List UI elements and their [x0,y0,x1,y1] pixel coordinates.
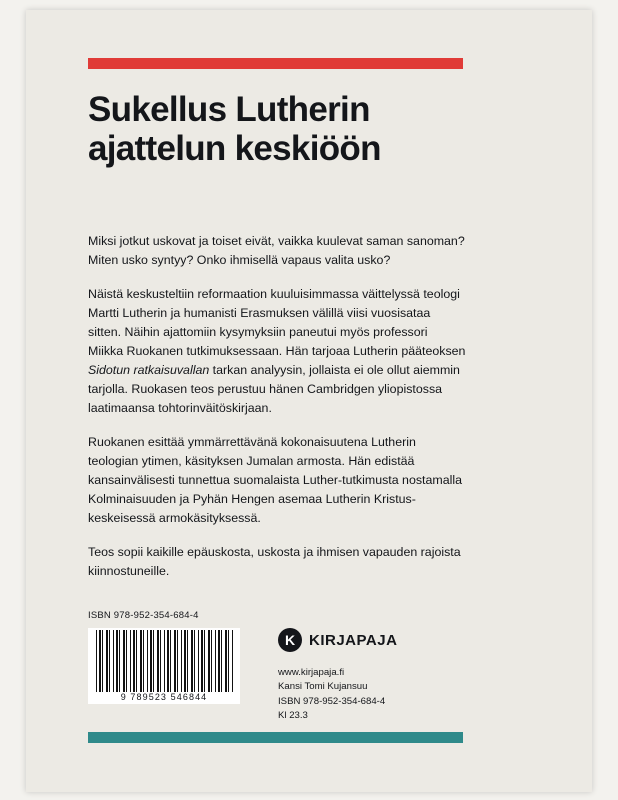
classification-code: Kl 23.3 [278,710,308,722]
blurb-paragraph-4: Teos sopii kaikille epäuskosta, uskosta ja ihmisen vapauden rajoista kiinnostuneille. [88,544,461,578]
blurb-paragraph-2: Näistä keskusteltiin reformaation kuuluisimmassa väittelyssä teologi Martti Lutherin ja humanisti Erasmuksen välillä viisi vuosisataa sitten. Näihin ajattomiin kysymyksiin paneutui myös professori Miikka Ruokanen tutkimuksessaan. Hän tarjoaa Lutherin pääteoksen Sidotun ratkaisuvallan tarkan analyysin, jollaista ei ole ollut aiemmin tarjolla. Ruokasen teos perustuu hänen Cambridgen yliopistossa laatimaansa tohtorinväitöskirjaan. [88,286,466,415]
barcode [88,628,240,704]
publisher-website: www.kirjapaja.fi [278,667,345,678]
page-title [88,90,508,168]
publisher-name: KIRJAPAJA [309,631,398,649]
top-accent-rule [88,58,463,69]
title-line-1: Sukellus Lutherin [88,90,370,129]
title-line-2: ajattelun keskiöön [88,129,381,169]
isbn-value: ISBN 978-952-354-684-4 [278,695,386,707]
cover-credit: Kansi Tomi Kujansuu [278,681,368,693]
barcode-digits: 9 789523 546844 [120,692,208,702]
blurb-paragraph-3: Ruokanen esittää ymmärrettävänä kokonaisuutena Lutherin teologian ytimen, käsityksen Jumalan armosta. Hän edistää kansainvälisesti tunnettua suomalaista Luther-tutkimusta nostamalla Kolminaisuuden ja Pyhän Hengen asemaa Lutherin Kristus-keskeisessä armokäsityksessä. [88,434,462,525]
barcode-bars [96,630,234,692]
blurb-text [88,232,466,596]
book-back-cover [26,10,592,792]
publisher-block [278,628,478,724]
blurb-paragraph-1: Miksi jotkut uskovat ja toiset eivät, vaikka kuulevat saman sanoman? Miten usko syntyy? Onko ihmisellä vapaus valita usko? [88,234,465,267]
bottom-accent-rule [88,732,463,743]
publisher-meta [278,666,478,724]
isbn-label: ISBN 978-952-354-684-4 [88,610,199,621]
publisher-logo-icon [278,628,302,652]
